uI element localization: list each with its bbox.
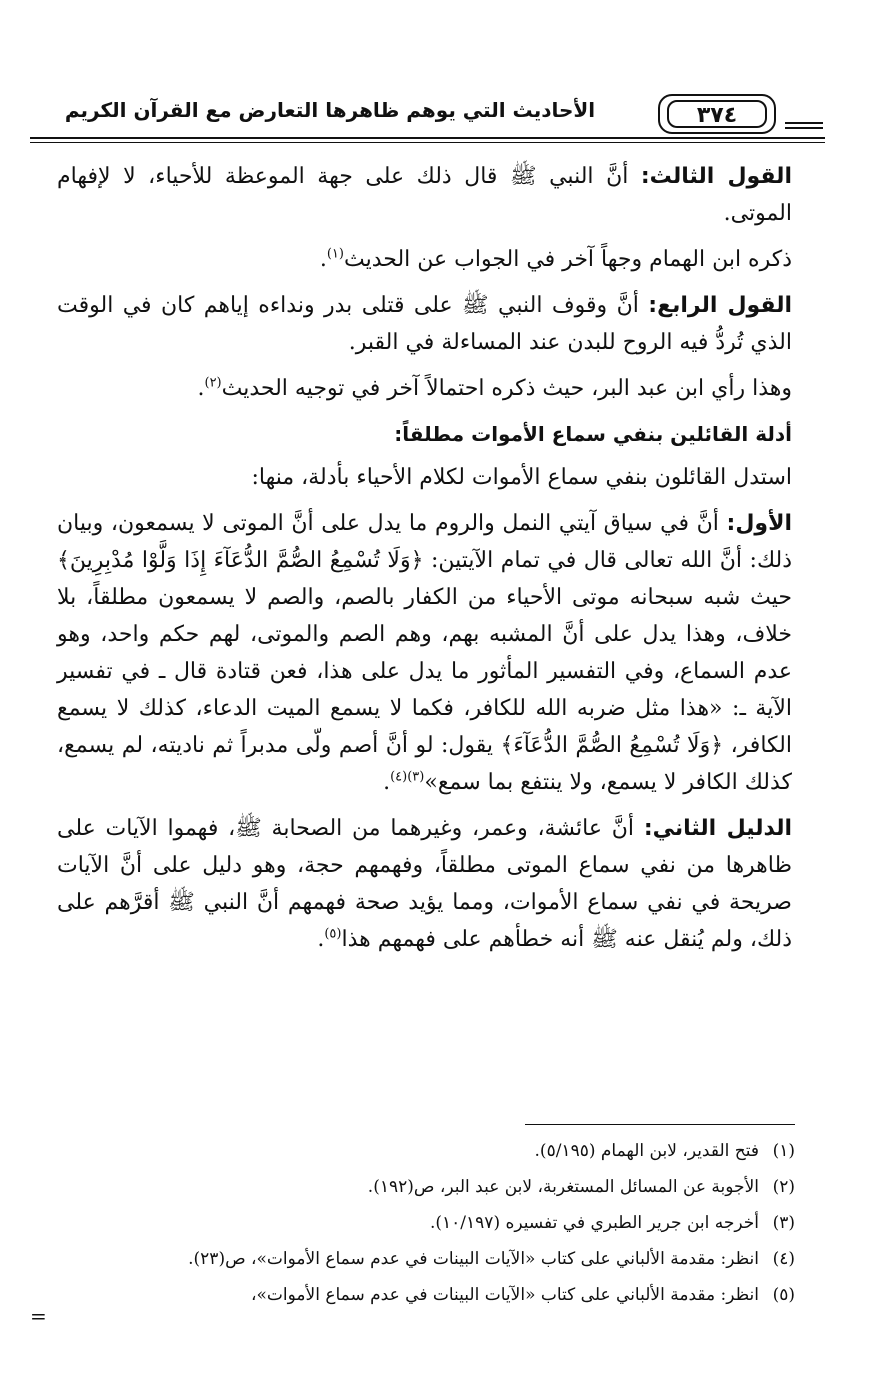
footnote-separator [525, 1124, 795, 1125]
header-ornament-line [785, 122, 823, 124]
end-dot: . [319, 247, 327, 272]
footnote-ref: (٣)(٤) [390, 769, 425, 785]
page-number: ٣٧٤ [667, 100, 767, 128]
paragraph-label: القول الرابع: [648, 293, 792, 318]
footnote-ref: (١) [326, 246, 344, 262]
paragraph-fourth-opinion [57, 287, 792, 361]
paragraph-first-evidence [57, 505, 792, 801]
section-heading: أدلة القائلين بنفي سماع الأموات مطلقاً: [394, 422, 792, 446]
footnote-number: (١) [772, 1141, 795, 1161]
paragraph-text: أنَّ عائشة، وعمر، وغيرهما من الصحابة ﷺ، فهموا الآيات على ظاهرها من نفي سماع الموتى مطلقاً، وفهمهم حجة، وهو دليل على أنَّ الآيات صريحة في نفي سماع الأموات، ومما يؤيد صحة فهمهم أنَّ النبي ﷺ أقرَّهم على ذلك، ولم يُنقل عنه ﷺ أنه خطأهم على فهمهم هذا [57, 816, 792, 952]
running-title: الأحاديث التي يوهم ظاهرها التعارض مع القرآن الكريم [64, 98, 596, 122]
footnote-number: (٥) [772, 1285, 795, 1305]
paragraph-text: وهذا رأي ابن عبد البر، حيث ذكره احتمالاً آخر في توجيه الحديث [221, 376, 792, 401]
footnote-number: (٤) [772, 1249, 795, 1269]
header-ornament-line [785, 127, 823, 129]
footnote-text: انظر: مقدمة الألباني على كتاب «الآيات البينات في عدم سماع الأموات»، [251, 1285, 759, 1305]
paragraph-text: أنَّ في سياق آيتي النمل والروم ما يدل على أنَّ الموتى لا يسمعون، وبيان ذلك: أنَّ الله تعالى قال في تمام الآيتين: ﴿وَلَا تُسْمِعُ الصُّمَّ الدُّعَآءَ إِذَا وَلَّوْا مُدْبِرِينَ﴾ حيث شبه سبحانه موتى الأحياء من الكفار بالصم، والصم لا يسمعون مطلقاً، بلا خلاف، وهذا يدل على أنَّ المشبه بهم، وهم الصم والموتى، لهم حكم واحد، وهو عدم السماع، وفي التفسير المأثور ما يدل على هذا، فعن قتادة قال ـ في تفسير الآية ـ: «هذا مثل ضربه الله للكافر، فكما لا يسمع الميت الدعاء، كذلك لا يسمع الكافر، ﴿وَلَا تُسْمِعُ الصُّمَّ الدُّعَآءَ﴾ يقول: لو أنَّ أصم ولّى مدبراً ثم ناديته، لم يسمع، كذلك الكافر لا يسمع، ولا ينتفع بما سمع» [57, 511, 792, 795]
end-dot: . [197, 376, 205, 401]
footnote-number: (٣) [772, 1213, 795, 1233]
paragraph-ibn-humam [57, 241, 792, 278]
footnote-text: الأجوبة عن المسائل المستغربة، لابن عبد البر، ص(١٩٢). [367, 1177, 759, 1197]
end-dot: . [317, 927, 325, 952]
end-dot: . [383, 770, 391, 795]
paragraph-text: أنَّ وقوف النبي ﷺ على قتلى بدر ونداءه إياهم كان في الوقت الذي تُردُّ فيه الروح للبدن عند المساءلة في القبر. [57, 293, 792, 355]
footnote-number: (٢) [772, 1177, 795, 1197]
main-text [57, 158, 792, 967]
running-header [30, 92, 825, 144]
footnote-item [30, 1205, 795, 1241]
footnote-text: انظر: مقدمة الألباني على كتاب «الآيات البينات في عدم سماع الأموات»، ص(٢٣). [188, 1249, 759, 1269]
header-rule [30, 137, 825, 139]
footnote-item [30, 1277, 795, 1313]
paragraph-text: استدل القائلون بنفي سماع الأموات لكلام الأحياء بأدلة، منها: [251, 465, 792, 490]
footnote-text: أخرجه ابن جرير الطبري في تفسيره (١٠/١٩٧). [430, 1213, 759, 1233]
paragraph-third-opinion [57, 158, 792, 232]
paragraph-second-evidence [57, 810, 792, 958]
paragraph-label: القول الثالث: [640, 164, 792, 189]
paragraph-intro [57, 459, 792, 496]
page-number-frame [658, 94, 776, 134]
footnote-item [30, 1169, 795, 1205]
footnote-item [30, 1241, 795, 1277]
paragraph-text: ذكره ابن الهمام وجهاً آخر في الجواب عن الحديث [343, 247, 792, 272]
footnote-ref: (٥) [324, 926, 342, 942]
header-rule-thin [30, 142, 825, 143]
paragraph-label: الدليل الثاني: [643, 816, 792, 841]
paragraph-label: الأول: [726, 511, 792, 536]
footnotes [30, 1133, 795, 1313]
footnote-item [30, 1133, 795, 1169]
paragraph-ibn-abd-al-barr [57, 370, 792, 407]
footnote-ref: (٢) [204, 375, 222, 391]
paragraph-text: أنَّ النبي ﷺ قال ذلك على جهة الموعظة للأحياء، لا لإفهام الموتى. [57, 164, 792, 226]
continuation-mark: = [30, 1304, 47, 1328]
footnote-text: فتح القدير، لابن الهمام (٥/١٩٥). [534, 1141, 759, 1161]
